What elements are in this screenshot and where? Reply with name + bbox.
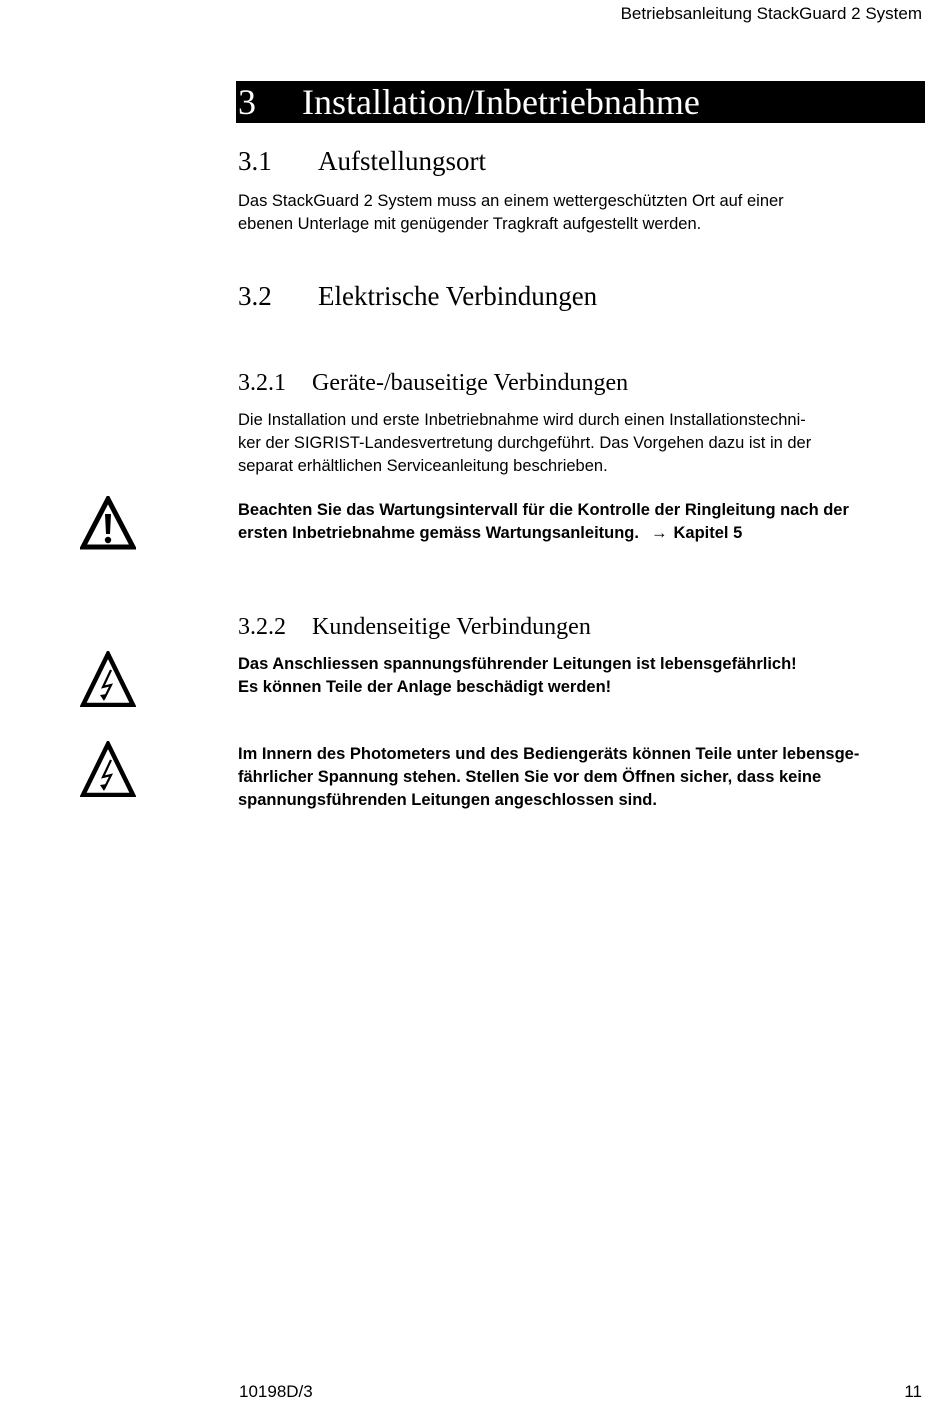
text-line: spannungsführenden Leitungen angeschlossen sind. bbox=[238, 791, 657, 809]
paragraph-installation bbox=[238, 409, 928, 478]
document-number: 10198D/3 bbox=[239, 1382, 313, 1401]
text-line: ebenen Unterlage mit genügender Tragkraft aufgestellt werden. bbox=[238, 215, 702, 233]
danger-live-wires bbox=[238, 653, 928, 699]
chapter-heading bbox=[236, 81, 925, 123]
danger-internal-voltage bbox=[238, 743, 928, 812]
subsection-number: 3.2.1 bbox=[238, 370, 286, 396]
text-line: Das StackGuard 2 System muss an einem wettergeschützten Ort auf einer bbox=[238, 192, 784, 210]
text-line: Beachten Sie das Wartungsintervall für die Kontrolle der Ringleitung nach der bbox=[238, 501, 849, 519]
text-line: Es können Teile der Anlage beschädigt werden! bbox=[238, 678, 612, 696]
section-number: 3.1 bbox=[238, 146, 272, 176]
warning-exclamation-icon bbox=[80, 496, 136, 552]
text-line: Die Installation und erste Inbetriebnahme wird durch einen Installationstechni- bbox=[238, 411, 806, 429]
warning-maintenance-note bbox=[238, 499, 928, 545]
section-heading-3-1 bbox=[238, 145, 486, 177]
subsection-heading-3-2-2 bbox=[238, 612, 591, 642]
section-number: 3.2 bbox=[238, 281, 272, 311]
subsection-title: Kundenseitige Verbindungen bbox=[312, 614, 591, 640]
text-line: ker der SIGRIST-Landesvertretung durchgeführt. Das Vorgehen dazu ist in der bbox=[238, 434, 812, 452]
running-header: Betriebsanleitung StackGuard 2 System bbox=[620, 4, 922, 23]
chapter-title: Installation/Inbetriebnahme bbox=[302, 82, 700, 122]
paragraph-aufstellungsort bbox=[238, 190, 928, 236]
text-line bbox=[238, 522, 928, 545]
subsection-number: 3.2.2 bbox=[238, 614, 286, 640]
chapter-number: 3 bbox=[238, 82, 256, 122]
high-voltage-icon bbox=[80, 651, 136, 707]
text-line: Im Innern des Photometers und des Bediengeräts können Teile unter lebensge- bbox=[238, 745, 860, 763]
text-line: separat erhältlichen Serviceanleitung beschrieben. bbox=[238, 457, 608, 475]
page-number: 11 bbox=[904, 1382, 922, 1401]
arrow-right-icon: → bbox=[650, 524, 668, 542]
section-heading-3-2 bbox=[238, 280, 597, 312]
section-title: Elektrische Verbindungen bbox=[318, 281, 598, 311]
text-line: fährlicher Spannung stehen. Stellen Sie vor dem Öffnen sicher, dass keine bbox=[238, 768, 822, 786]
section-title: Aufstellungsort bbox=[318, 146, 486, 176]
high-voltage-icon bbox=[80, 741, 136, 797]
text-segment: ersten Inbetriebnahme gemäss Wartungsanleitung. bbox=[238, 524, 639, 542]
text-line: Das Anschliessen spannungsführender Leitungen ist lebensgefährlich! bbox=[238, 655, 797, 673]
subsection-title: Geräte-/bauseitige Verbindungen bbox=[312, 370, 629, 396]
subsection-heading-3-2-1 bbox=[238, 368, 628, 398]
chapter-reference: Kapitel 5 bbox=[673, 524, 743, 542]
